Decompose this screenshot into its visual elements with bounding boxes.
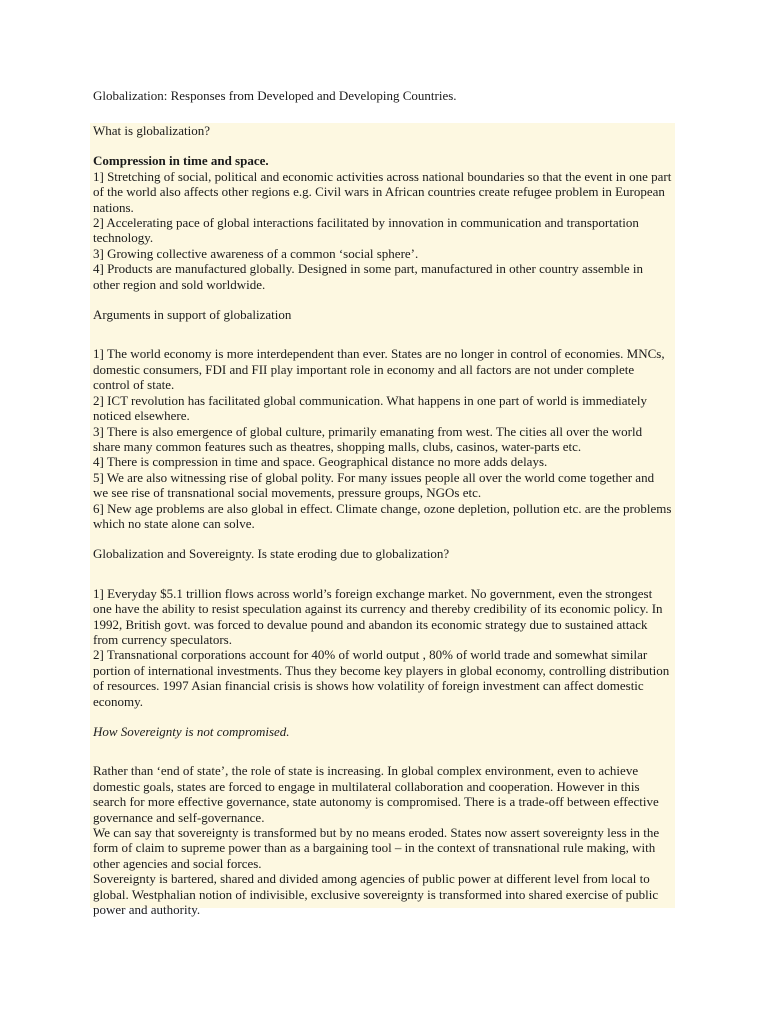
sovereignty-heading: Globalization and Sovereignty. Is state eroding due to globalization? [93, 546, 450, 562]
not-compromised-paragraph: Sovereignty is bartered, shared and divided among agencies of public power at different level from local to global. Westphalian notion of indivisible, exclusive sovereignty is transformed into shared exercise of public power and authority. [93, 871, 659, 918]
argument-point: 2] ICT revolution has facilitated global communication. What happens in one part of world is immediately noticed elsewhere. [93, 392, 648, 424]
not-compromised-paragraph: We can say that sovereignty is transformed but by no means eroded. States now assert sovereignty less in the form of claim to supreme power than as a bargaining tool – in the context of transnational rule making, with other agencies and social forces. [93, 825, 660, 871]
argument-point: 1] The world economy is more interdependent than ever. States are no longer in control of economies. MNCs, domestic consumers, FDI and FII play important role in economy and all factors are not under complete control of state. [93, 346, 665, 393]
argument-point: 5] We are also witnessing rise of global polity. For many issues people all over the world come together and we see rise of transnational social movements, pressure groups, NGOs etc. [93, 469, 655, 501]
question-heading: What is globalization? [93, 123, 210, 138]
compression-point: 2] Accelerating pace of global interactions facilitated by innovation in communication and transportation technology. [93, 215, 639, 246]
argument-point: 3] There is also emergence of global culture, primarily emanating from west. The cities all over the world share many common features such as theatres, shopping malls, clubs, casinos, water-parts etc. [93, 423, 643, 454]
argument-point: 6] New age problems are also global in effect. Climate change, ozone depletion, pollution etc. are the problems which no state alone can solve. [93, 500, 672, 531]
document-body [90, 123, 675, 918]
sovereignty-point: 2] Transnational corporations account for 40% of world output , 80% of world trade and somewhat similar portion of international investments. Thus they become key players in global economy, controlling distribution of resources. 1997 Asian financial crisis is shows how volatility of foreign investment can affect domestic economy. [93, 647, 670, 709]
document-title: Globalization: Responses from Developed and Developing Countries. [93, 88, 457, 103]
not-compromised-heading: How Sovereignty is not compromised. [93, 724, 290, 739]
sovereignty-point: 1] Everyday $5.1 trillion flows across world’s foreign exchange market. No government, even the strongest one have the ability to resist speculation against its currency and thereby credibility of its economic policy. In 1992, British govt. was forced to devalue pound and abandon its economic strategy due to sustained attack from currency speculators. [93, 585, 663, 647]
compression-heading: Compression in time and space. [93, 153, 269, 169]
argument-point: 4] There is compression in time and space. Geographical distance no more adds delays. [93, 454, 548, 470]
compression-point: 4] Products are manufactured globally. Designed in some part, manufactured in other country assemble in other region and sold worldwide. [93, 261, 644, 292]
compression-point: 3] Growing collective awareness of a common ‘social sphere’. [93, 245, 419, 261]
compression-point: 1] Stretching of social, political and economic activities across national boundaries so that the event in one part of the world also affects other regions e.g. Civil wars in African countries create refugee problem in European nations. [93, 168, 672, 215]
not-compromised-paragraph: Rather than ‘end of state’, the role of state is increasing. In global complex environment, even to achieve domestic goals, states are forced to engage in multilateral collaboration and cooperation. However in this search for more effective governance, state autonomy is compromised. There is a trade-off between effective governance and self-governance. [93, 763, 659, 825]
arguments-heading: Arguments in support of globalization [93, 307, 292, 323]
